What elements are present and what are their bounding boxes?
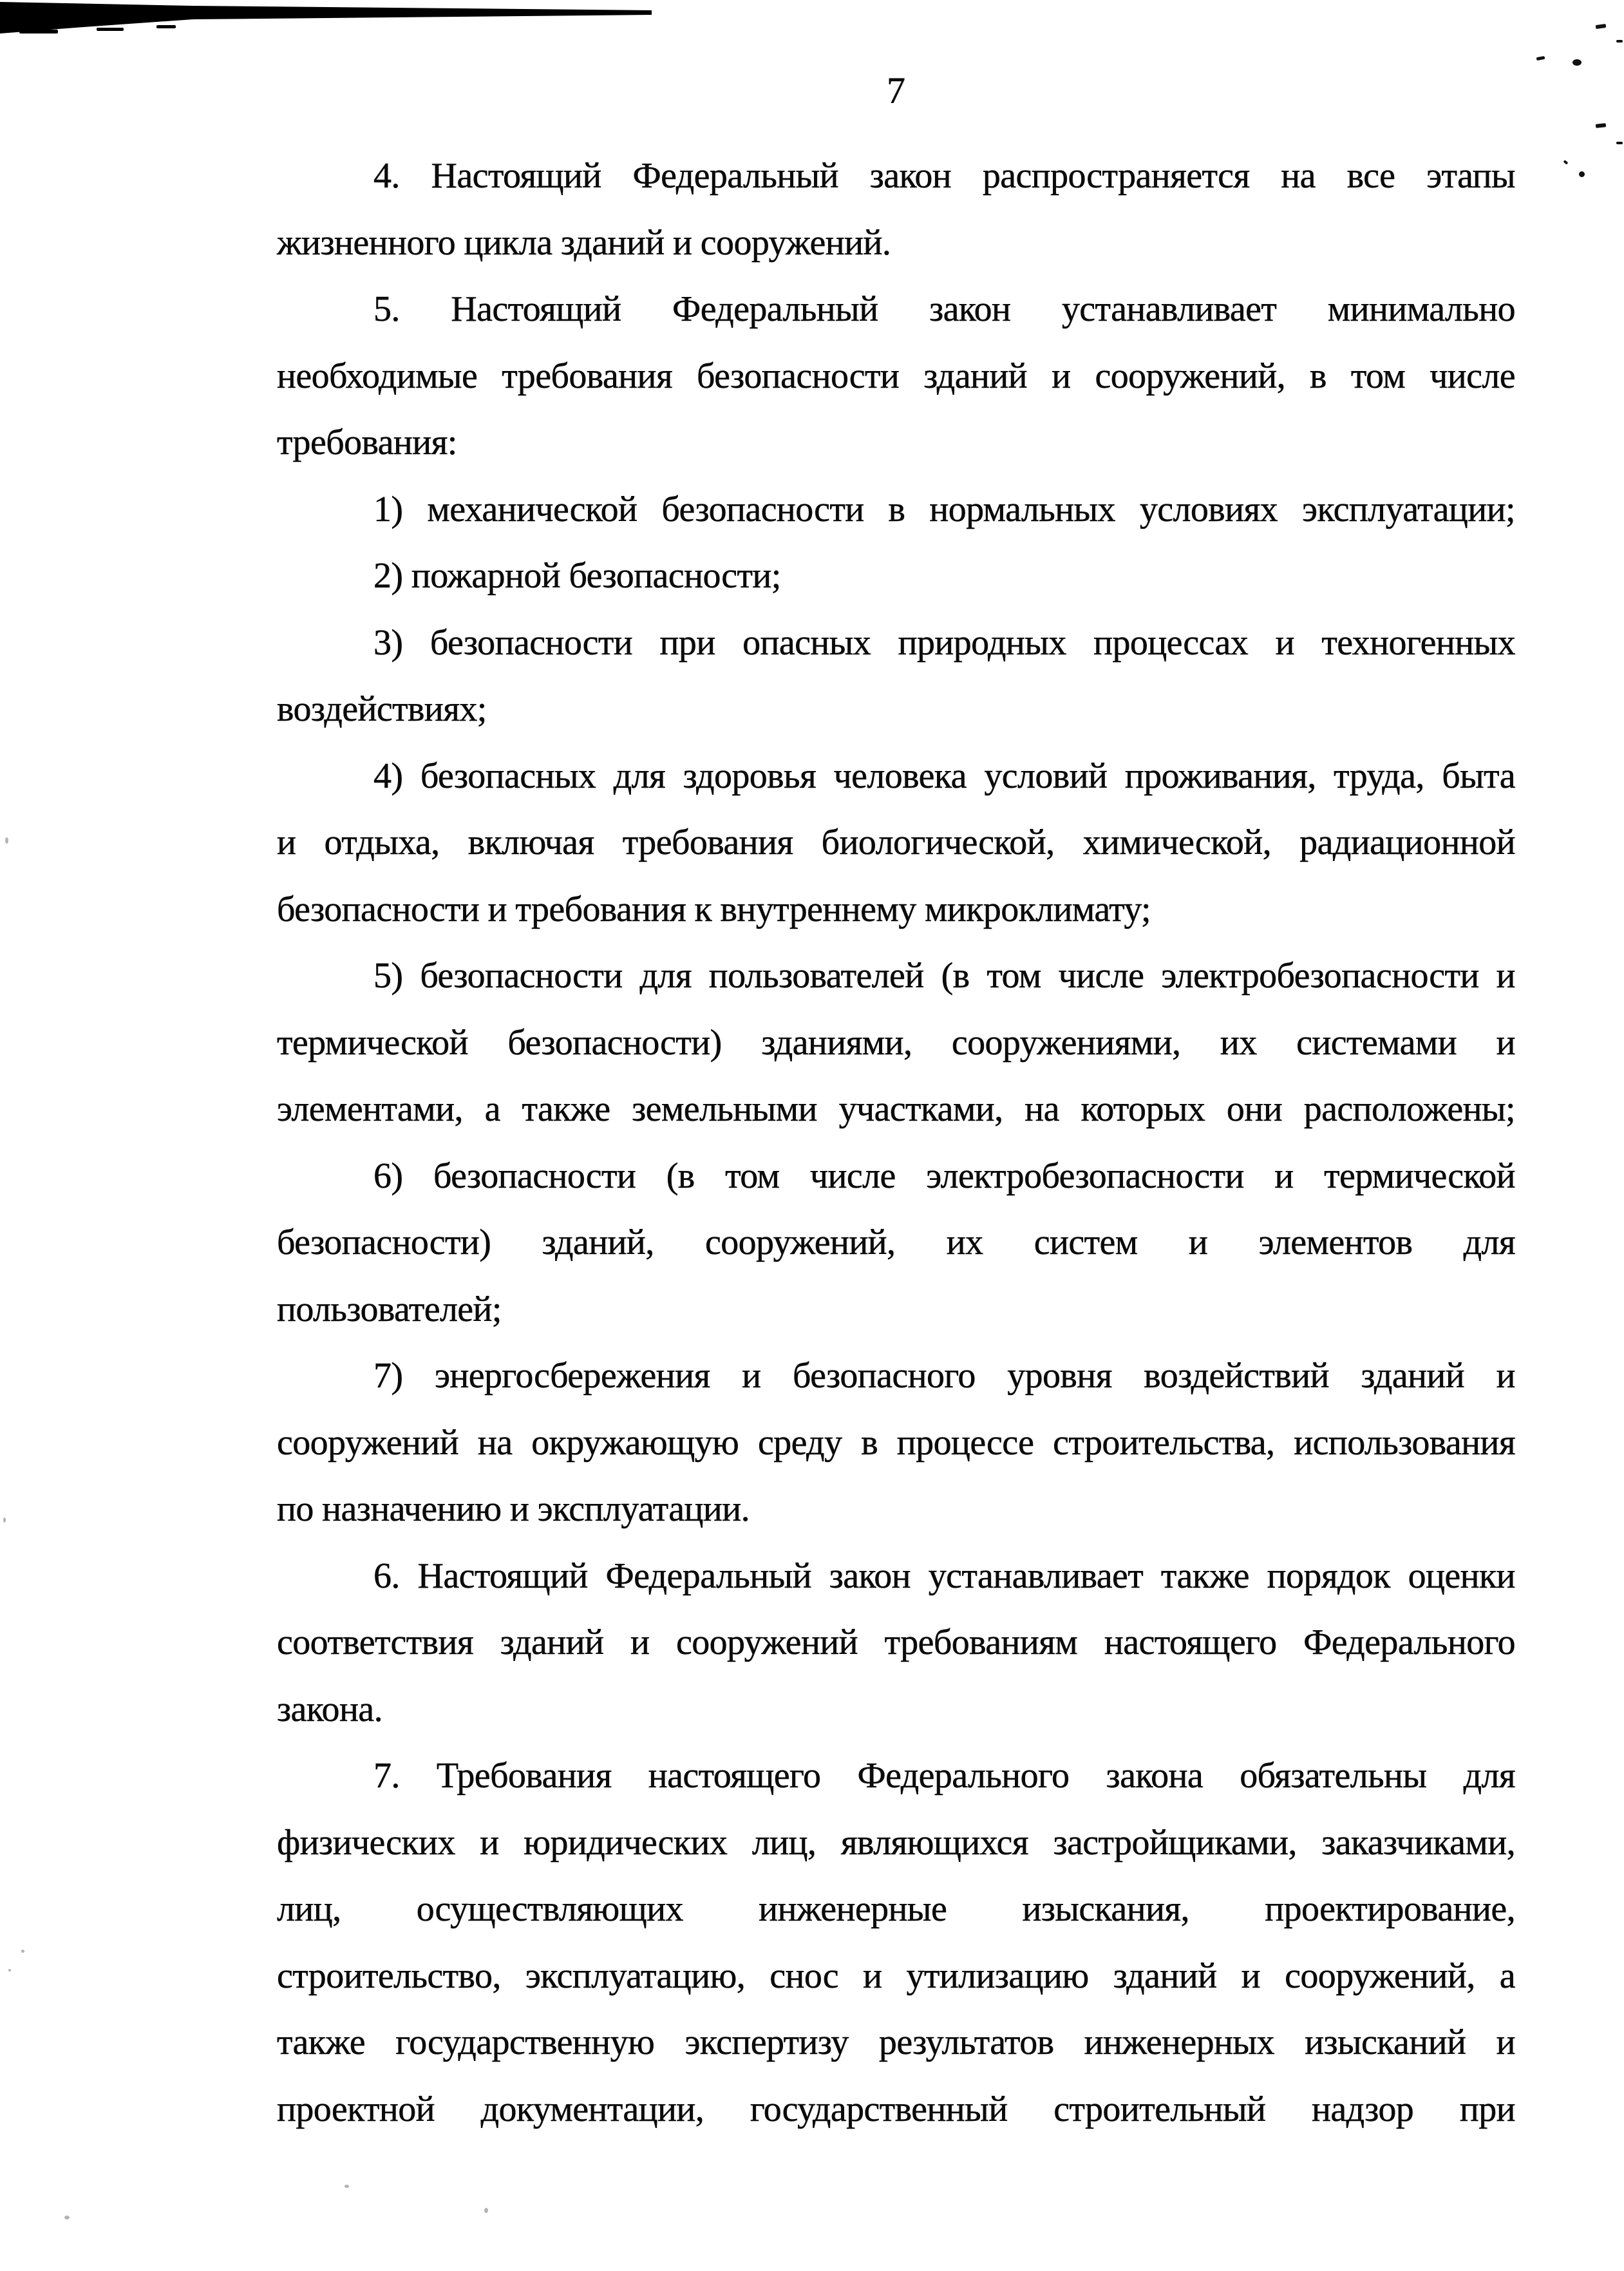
text-line: 6) безопасности (в том числе электробезопасности и термической [373, 1155, 1515, 1196]
scan-speck [1616, 142, 1623, 144]
scan-speck [1616, 40, 1623, 43]
text-line: сооружений на окружающую среду в процессе строительства, использования [277, 1422, 1515, 1463]
text-line: безопасности) зданий, сооружений, их систем и элементов для [277, 1222, 1515, 1262]
text-line: 7) энергосбережения и безопасного уровня воздействий зданий и [373, 1356, 1515, 1396]
text-line: требования: [277, 423, 457, 462]
scan-speck [345, 2185, 349, 2188]
scan-speck [1596, 24, 1607, 29]
scan-smudge-fragment [97, 28, 124, 31]
text-line: 4) безопасных для здоровья человека условий проживания, труда, быта [373, 755, 1515, 796]
text-line: термической безопасности) зданиями, сооружениями, их системами и [277, 1022, 1515, 1063]
text-line: пользователей; [277, 1289, 502, 1329]
scan-speck [21, 1950, 24, 1953]
text-line: 4. Настоящий Федеральный закон распространяется на все этапы [373, 156, 1515, 196]
scan-speck [1572, 59, 1582, 66]
text-line: соответствия зданий и сооружений требованиям настоящего Федерального [277, 1622, 1515, 1662]
text-line: лиц, осуществляющих инженерные изыскания, проектирование, [277, 1889, 1515, 1929]
scan-speck [1579, 171, 1585, 177]
scan-smudge-fragment [156, 25, 176, 28]
text-line: 6. Настоящий Федеральный закон устанавливает также порядок оценки [373, 1555, 1515, 1596]
scan-speck [1536, 56, 1545, 61]
scan-speck [8, 1969, 11, 1972]
scan-smudge-fragment [19, 30, 58, 33]
text-line: безопасности и требования к внутреннему микроклимату; [277, 889, 1151, 929]
text-line: 3) безопасности при опасных природных процессах и техногенных [373, 622, 1515, 663]
text-line: по назначению и эксплуатации. [277, 1489, 750, 1529]
text-line: проектной документации, государственный строительный надзор при [277, 2089, 1515, 2129]
scan-speck [484, 2208, 488, 2213]
text-line: 5) безопасности для пользователей (в том числе электробезопасности и [373, 956, 1515, 996]
text-line: жизненного цикла зданий и сооружений. [277, 222, 891, 263]
text-line: необходимые требования безопасности зданий и сооружений, в том числе [277, 356, 1515, 396]
text-line: 5. Настоящий Федеральный закон устанавливает минимально [373, 289, 1515, 329]
scan-speck [3, 1517, 6, 1523]
text-line: 7. Требования настоящего Федерального закона обязательны для [373, 1756, 1515, 1796]
text-line: закона. [277, 1689, 382, 1729]
text-line: физических и юридических лиц, являющихся застройщиками, заказчиками, [277, 1822, 1515, 1863]
page-number: 7 [887, 70, 905, 111]
scan-speck [1563, 160, 1569, 165]
scan-smudge-top-left [0, 0, 654, 37]
text-line: 2) пожарной безопасности; [373, 556, 781, 596]
document-body [277, 143, 1515, 2143]
scan-speck [64, 2216, 70, 2219]
text-line: элементами, а также земельными участками, на которых они расположены; [277, 1089, 1515, 1129]
scan-speck [5, 837, 8, 844]
text-line: также государственную экспертизу результатов инженерных изысканий и [277, 2022, 1515, 2062]
text-line: воздействиях; [277, 689, 487, 729]
text-line: и отдыха, включая требования биологической, химической, радиационной [277, 822, 1515, 862]
scan-speck [1596, 123, 1607, 128]
text-line: 1) механической безопасности в нормальных условиях эксплуатации; [373, 489, 1515, 529]
text-line: строительство, эксплуатацию, снос и утилизацию зданий и сооружений, а [277, 1955, 1515, 1996]
